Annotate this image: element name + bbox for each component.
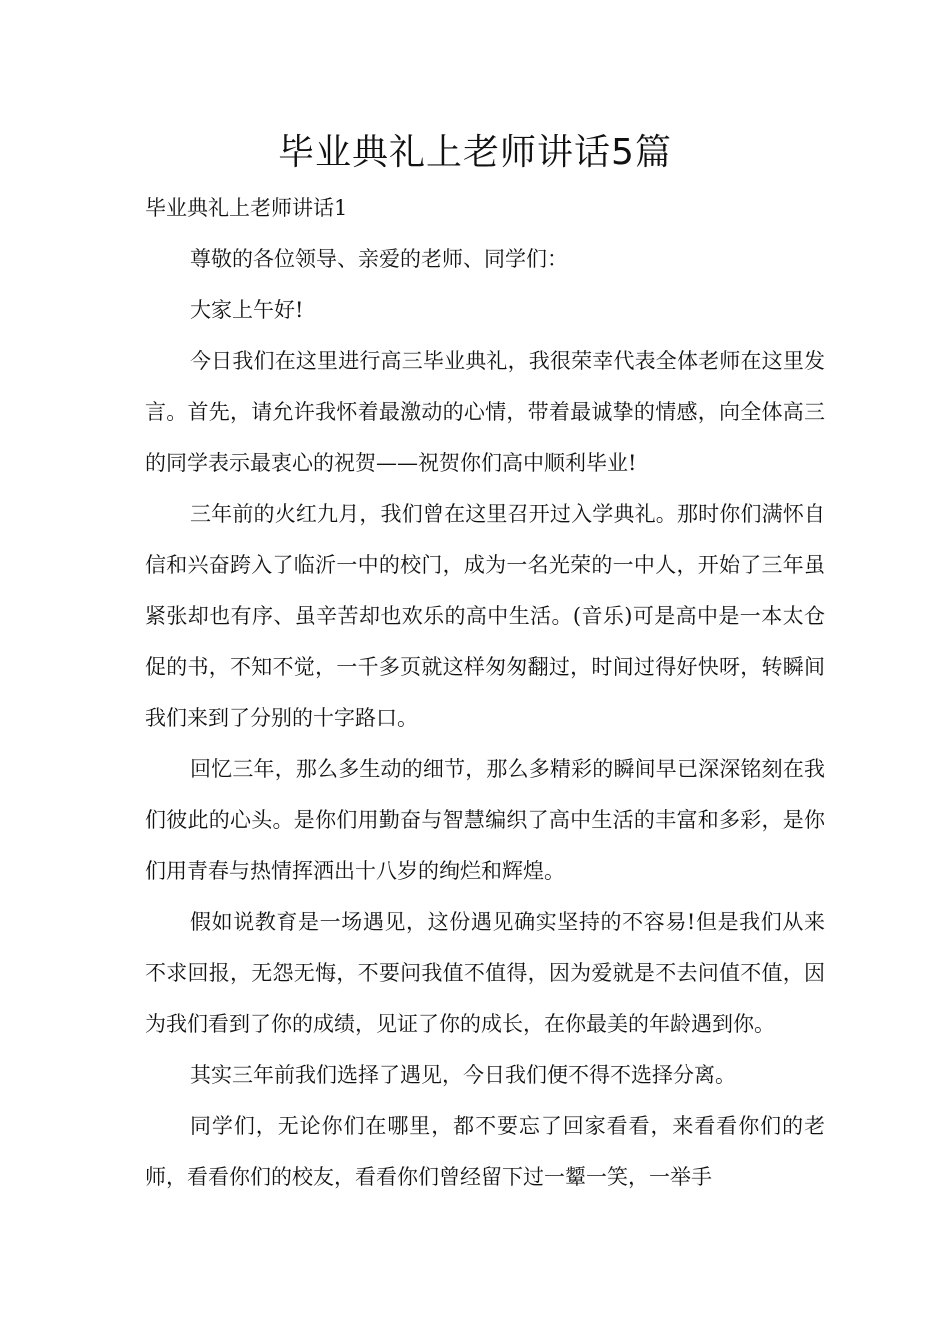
paragraph-2: 三年前的火红九月，我们曾在这里召开过入学典礼。那时你们满怀自信和兴奋跨入了临沂一中的校门，成为一名光荣的一中人，开始了三年虽紧张却也有序、虽辛苦却也欢乐的高中生活。(音乐)可是高中是一本太仓促的书，不知不觉，一千多页就这样匆匆翻过，时间过得好快呀，转瞬间我们来到了分别的十字路口。 (145, 502, 825, 730)
paragraph-3: 回忆三年，那么多生动的细节，那么多精彩的瞬间早已深深铭刻在我们彼此的心头。是你们用勤奋与智慧编织了高中生活的丰富和多彩，是你们用青春与热情挥洒出十八岁的绚烂和辉煌。 (145, 757, 825, 883)
document-body (145, 183, 825, 1203)
paragraph-greeting: 大家上午好! (190, 298, 304, 322)
paragraph-4: 假如说教育是一场遇见，这份遇见确实坚持的不容易!但是我们从来不求回报，无怨无悔，不要问我值不值得，因为爱就是不去问值不值，因为我们看到了你的成绩，见证了你的成长，在你最美的年龄遇到你。 (145, 910, 825, 1036)
section-subheading: 毕业典礼上老师讲话1 (145, 196, 348, 220)
paragraph-1: 今日我们在这里进行高三毕业典礼，我很荣幸代表全体老师在这里发言。首先，请允许我怀着最激动的心情，带着最诚挚的情感，向全体高三的同学表示最衷心的祝贺——祝贺你们高中顺利毕业! (145, 349, 825, 475)
document-title: 毕业典礼上老师讲话5篇 (278, 132, 672, 173)
paragraph-salutation: 尊敬的各位领导、亲爱的老师、同学们： (190, 247, 568, 271)
paragraph-5: 其实三年前我们选择了遇见，今日我们便不得不选择分离。 (190, 1063, 736, 1087)
paragraph-6: 同学们，无论你们在哪里，都不要忘了回家看看，来看看你们的老师，看看你们的校友，看看你们曾经留下过一颦一笑，一举手 (145, 1114, 825, 1189)
